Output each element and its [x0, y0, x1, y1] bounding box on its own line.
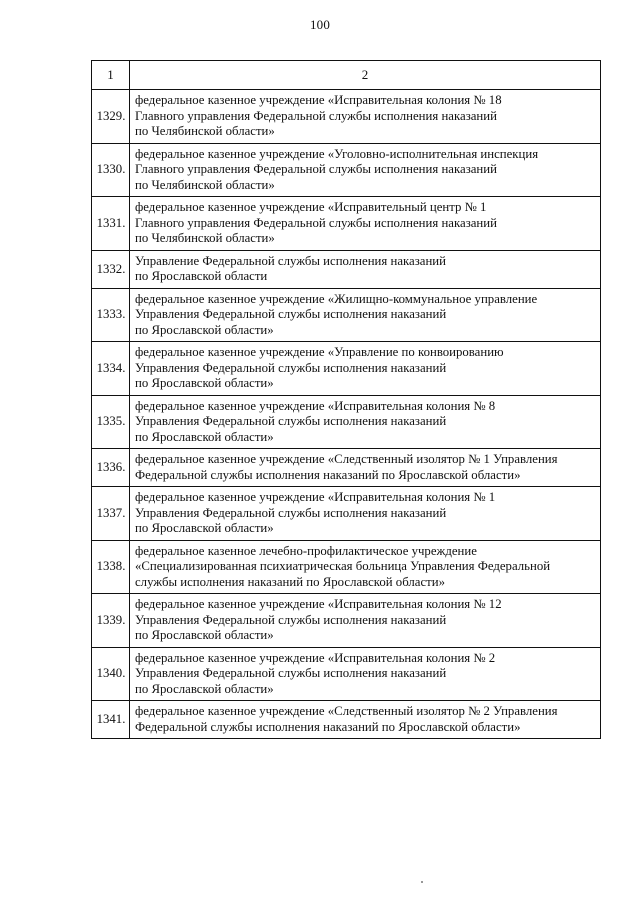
- institution-name: [130, 487, 601, 541]
- institution-name-line: Управления Федеральной службы исполнения наказаний: [135, 307, 447, 321]
- row-number: 1333.: [92, 288, 130, 342]
- institutions-table: [91, 60, 601, 739]
- institution-name-line: Управления Федеральной службы исполнения наказаний: [135, 612, 447, 627]
- institution-name-line: Управление Федеральной службы исполнения наказаний: [135, 253, 446, 268]
- institution-name: [130, 342, 601, 396]
- institution-name: [130, 449, 601, 487]
- row-number: 1332.: [92, 250, 130, 288]
- institution-name-line: Управления Федеральной службы исполнения наказаний: [135, 666, 447, 680]
- institution-name-line: федеральное казенное учреждение «Исправительная колония № 2: [135, 650, 496, 665]
- institution-name-line: Главного управления Федеральной службы исполнения наказаний: [135, 215, 497, 230]
- table-row: [92, 342, 601, 396]
- institution-name-line: службы исполнения наказаний по Ярославской области»: [135, 574, 445, 589]
- institution-name-line: федеральное казенное учреждение «Исправительная колония № 8: [135, 398, 496, 413]
- row-number: 1329.: [92, 90, 130, 144]
- header-col-2: 2: [130, 61, 601, 90]
- institution-name-line: федеральное казенное учреждение «Исправительная колония № 1: [135, 490, 496, 504]
- table-header-row: [92, 61, 601, 90]
- institution-name: [130, 288, 601, 342]
- institution-name-line: по Ярославской области»: [135, 322, 274, 337]
- institution-name-line: по Челябинской области»: [135, 177, 275, 192]
- institution-name: [130, 540, 601, 594]
- institution-name: [130, 143, 601, 197]
- institution-name-line: федеральное казенное учреждение «Исправительный центр № 1: [135, 200, 487, 214]
- institution-name-line: по Ярославской области: [135, 269, 268, 283]
- row-number: 1339.: [92, 594, 130, 648]
- institution-name-line: федеральное казенное учреждение «Уголовно-исполнительная инспекция: [135, 146, 539, 161]
- institution-name-line: по Челябинской области»: [135, 231, 275, 245]
- institution-name-line: Главного управления Федеральной службы исполнения наказаний: [135, 108, 497, 123]
- institution-name: [130, 701, 601, 739]
- institution-name-line: Федеральной службы исполнения наказаний по Ярославской области»: [135, 467, 521, 482]
- table-row: [92, 540, 601, 594]
- institution-name-line: по Ярославской области»: [135, 429, 274, 444]
- institution-name: [130, 250, 601, 288]
- institution-name: [130, 197, 601, 251]
- row-number: 1335.: [92, 395, 130, 449]
- table-row: [92, 197, 601, 251]
- row-number: 1336.: [92, 449, 130, 487]
- table-row: [92, 288, 601, 342]
- row-number: 1337.: [92, 487, 130, 541]
- institution-name-line: по Ярославской области»: [135, 681, 274, 696]
- institution-name-line: Управления Федеральной службы исполнения наказаний: [135, 414, 447, 428]
- institution-name-line: Управления Федеральной службы исполнения наказаний: [135, 360, 447, 375]
- institution-name-line: федеральное казенное учреждение «Управление по конвоированию: [135, 345, 504, 359]
- institution-name-line: федеральное казенное лечебно-профилактическое учреждение: [135, 543, 477, 558]
- institution-name-line: по Ярославской области»: [135, 628, 274, 642]
- header-col-1: 1: [92, 61, 130, 90]
- institution-name-line: Федеральной службы исполнения наказаний по Ярославской области»: [135, 719, 521, 734]
- scan-speck: [421, 881, 423, 883]
- table-row: [92, 701, 601, 739]
- institution-name-line: федеральное казенное учреждение «Жилищно-коммунальное управление: [135, 291, 538, 306]
- table-row: [92, 143, 601, 197]
- table-row: [92, 250, 601, 288]
- row-number: 1331.: [92, 197, 130, 251]
- row-number: 1330.: [92, 143, 130, 197]
- row-number: 1341.: [92, 701, 130, 739]
- row-number: 1338.: [92, 540, 130, 594]
- institution-name: [130, 395, 601, 449]
- institution-name-line: по Ярославской области»: [135, 376, 274, 390]
- institution-name: [130, 90, 601, 144]
- row-number: 1334.: [92, 342, 130, 396]
- table-body: [92, 90, 601, 739]
- institution-name: [130, 594, 601, 648]
- institution-name: [130, 647, 601, 701]
- table-row: [92, 594, 601, 648]
- institution-name-line: Управления Федеральной службы исполнения наказаний: [135, 505, 447, 520]
- table-row: [92, 395, 601, 449]
- institution-name-line: федеральное казенное учреждение «Следственный изолятор № 2 Управления: [135, 704, 558, 718]
- institution-name-line: «Специализированная психиатрическая больница Управления Федеральной: [135, 559, 551, 573]
- institution-name-line: федеральное казенное учреждение «Исправительная колония № 12: [135, 597, 502, 611]
- table-row: [92, 90, 601, 144]
- institution-name-line: по Ярославской области»: [135, 521, 274, 535]
- institution-name-line: Главного управления Федеральной службы исполнения наказаний: [135, 162, 497, 176]
- institution-name-line: федеральное казенное учреждение «Следственный изолятор № 1 Управления: [135, 452, 558, 466]
- row-number: 1340.: [92, 647, 130, 701]
- institution-name-line: по Челябинской области»: [135, 124, 275, 138]
- table-row: [92, 449, 601, 487]
- page-number: 100: [309, 17, 331, 32]
- institution-name-line: федеральное казенное учреждение «Исправительная колония № 18: [135, 93, 502, 107]
- table-row: [92, 487, 601, 541]
- table-row: [92, 647, 601, 701]
